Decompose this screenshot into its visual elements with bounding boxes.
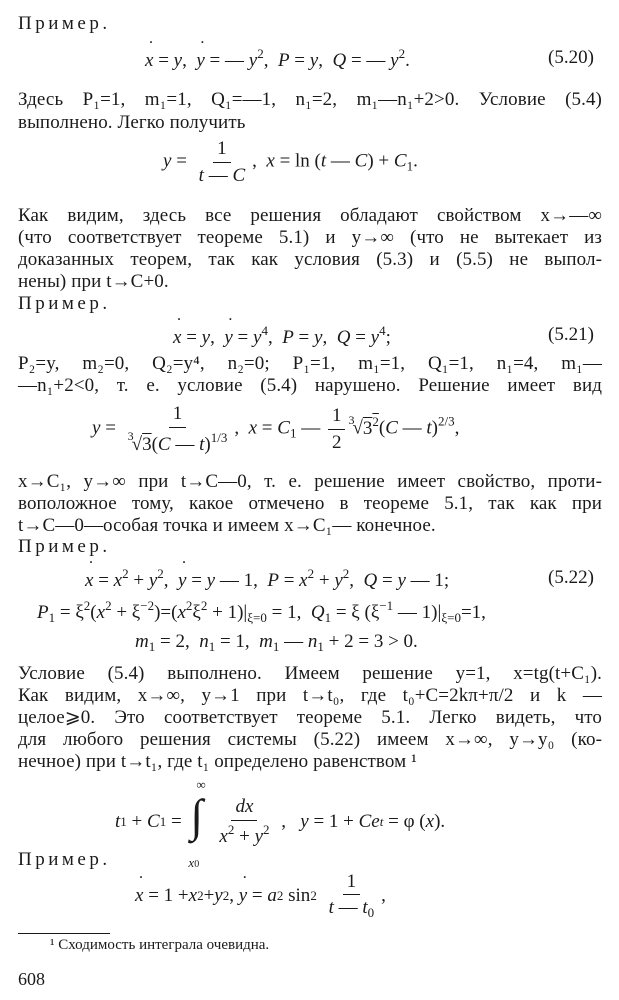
- solution-5-20: y = $\frac{1}{t — C}$ , x = ln (t — $C) + C_1$.: [163, 138, 418, 186]
- example-heading-4: Пример.: [18, 849, 111, 870]
- paragraph-3-line-2: —n₁+2<0, т. е. условие (5.4) нарушено. Решение имеет вид: [18, 375, 602, 396]
- integral-sign: ∞ ∫ x0: [188, 777, 206, 870]
- paragraph-3-line-1: P₂=y, m₂=0, Q₂=y⁴, n₂=0; P₁=1, m₁=1, Q₁=1, n₁=4, m₁—: [18, 353, 602, 374]
- equation-m1-n1: $m_1 = 2$, $n_1 = 1$, $m_1$ — $n_1 + 2 = 3 > 0$.: [135, 631, 418, 654]
- integral-equation: t 1 + C 1 = ∞ ∫ x0 $\frac{dx}{x^2 + y^2}$ , y = 1 + Ce t = φ ( x ).: [115, 777, 446, 870]
- equation-number-5-20: (5.20): [548, 47, 594, 68]
- example-heading-3: Пример.: [18, 536, 111, 557]
- paragraph-5-line-5: нечное) при t→t₁, где t₁ определено равенством ¹: [18, 751, 417, 772]
- solution-5-21: y = $\frac{1}{^3√3(C — t)^{1/3}}$ , $x = C_1$ — $\frac{1}{2}$ $^3√3^2(C$ — t)$^{2/3}$,: [92, 403, 460, 455]
- paragraph-4-line-1: x→C₁, y→∞ при t→C—0, т. е. решение имеет свойство, проти-: [18, 471, 602, 492]
- equation-number-5-21: (5.21): [548, 324, 594, 345]
- footnote: ¹ Сходимость интеграла очевидна.: [50, 937, 270, 953]
- paragraph-1-line-1: Здесь P₁=1, m₁=1, Q₁=—1, n₁=2, m₁—n₁+2>0. Условие (5.4): [18, 89, 602, 110]
- paragraph-4-line-3: t→C—0—особая точка и имеем x→C₁— конечное.: [18, 515, 436, 536]
- paragraph-5-line-2: Как видим, x→∞, y→1 при t→t₀, где t₀+C=2kπ+π/2 и k —: [18, 685, 602, 706]
- paragraph-2-line-3: доказанных теорем, так как условия (5.3) и (5.5) не выпол-: [18, 249, 602, 270]
- equation-5-21: ˙ x = y, ˙ $y = y^4$, P = y, $Q = y^4$;: [173, 323, 391, 350]
- example-heading-2: Пример.: [18, 293, 111, 314]
- paragraph-5-line-4: для любого решения системы (5.22) имеем x→∞, y→y₀ (ко-: [18, 729, 602, 750]
- paragraph-2-line-1: Как видим, здесь все решения обладают свойством x→—∞: [18, 205, 602, 226]
- example-heading-1: Пример.: [18, 13, 111, 34]
- paragraph-2-line-2: (что соответствует теореме 5.1) и y→∞ (что не вытекает из: [18, 227, 602, 248]
- paragraph-5-line-1: Условие (5.4) выполнено. Имеем решение y=1, x=tg(t+C₁).: [18, 663, 602, 684]
- equation-number-5-22: (5.22): [548, 567, 594, 588]
- equation-5-22: ˙ $x = x^2 + y^2$, ˙ y = y — 1, $P = x^2 + y^2$, Q = y — 1;: [85, 566, 449, 593]
- equation-example-4: ˙ x = 1 + x 2 + y 2 , ˙ y = a 2 sin 2 $\frac{1}{t — t_0}$ ,: [135, 866, 386, 926]
- paragraph-4-line-2: воположное тому, какое отмечено в теореме 5.1, так как при: [18, 493, 602, 514]
- paragraph-1-line-2: выполнено. Легко получить: [18, 112, 246, 133]
- equation-5-20: ˙ x = y, ˙ y = — $y^2$, P = y, Q = — $y^2$.: [145, 46, 410, 73]
- page-number: 608: [18, 969, 45, 989]
- equation-p1-q1: $P_1 = \xi^2(x^2 + \xi^{-2})=(x^2\xi^2 + 1)|_{\xi=0} = 1$, $Q_1 = \xi$ ($\xi^{-1}$ — $1)|_{\xi=0}=1$,: [37, 598, 486, 625]
- paragraph-2-line-4: нены) при t→C+0.: [18, 271, 169, 292]
- paragraph-5-line-3: целое⩾0. Это соответствует теореме 5.1. Легко видеть, что: [18, 707, 602, 728]
- footnote-rule: [18, 933, 110, 934]
